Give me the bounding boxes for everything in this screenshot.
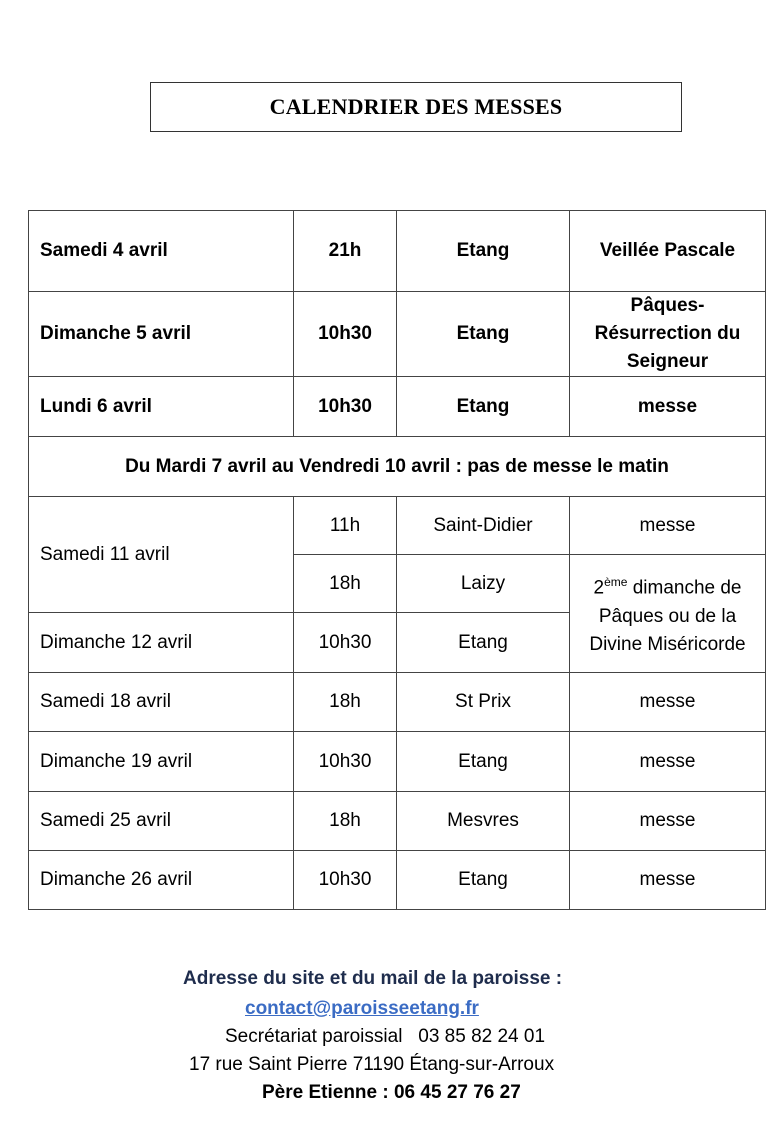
day-cell: Samedi 4 avril [29, 211, 294, 292]
day-cell: Lundi 6 avril [29, 377, 294, 437]
title-box [150, 82, 682, 132]
table-row [29, 292, 766, 377]
ordinal-suffix: ème [604, 575, 628, 590]
table-row [29, 377, 766, 437]
place-cell: Laizy [397, 555, 570, 613]
place-cell: Etang [397, 732, 570, 792]
time-cell: 10h30 [294, 292, 397, 377]
priest-phone: Père Etienne : 06 45 27 76 27 [262, 1082, 521, 1103]
desc-cell: messe [570, 673, 766, 732]
day-cell: Dimanche 5 avril [29, 292, 294, 377]
day-cell: Samedi 11 avril [29, 497, 294, 613]
day-cell: Samedi 18 avril [29, 673, 294, 732]
day-cell: Dimanche 26 avril [29, 851, 294, 910]
time-cell: 10h30 [294, 613, 397, 673]
place-cell: Etang [397, 613, 570, 673]
note-cell: Du Mardi 7 avril au Vendredi 10 avril : pas de messe le matin [29, 437, 766, 497]
time-cell: 10h30 [294, 732, 397, 792]
desc-cell: messe [570, 377, 766, 437]
desc-cell: messe [570, 851, 766, 910]
time-cell: 21h [294, 211, 397, 292]
table-row [29, 732, 766, 792]
place-cell: Etang [397, 851, 570, 910]
parish-address: 17 rue Saint Pierre 71190 Étang-sur-Arroux [189, 1054, 555, 1075]
time-cell: 18h [294, 673, 397, 732]
place-cell: Etang [397, 292, 570, 377]
email-link[interactable]: contact@paroisseetang.fr [245, 998, 479, 1019]
table-row [29, 851, 766, 910]
place-cell: Etang [397, 377, 570, 437]
desc-cell-divine-misericorde [570, 555, 766, 673]
place-cell: Etang [397, 211, 570, 292]
table-row [29, 673, 766, 732]
sunday-desc-text: dimanche de Pâques ou de la Divine Miséricorde [589, 577, 746, 655]
contact-heading: Adresse du site et du mail de la paroisse : [183, 968, 563, 989]
day-cell: Dimanche 12 avril [29, 613, 294, 673]
time-cell: 18h [294, 555, 397, 613]
page-title: CALENDRIER DES MESSES [269, 94, 563, 119]
desc-cell: messe [570, 792, 766, 851]
time-cell: 11h [294, 497, 397, 555]
day-cell: Samedi 25 avril [29, 792, 294, 851]
time-cell: 18h [294, 792, 397, 851]
ordinal-number: 2 [593, 577, 605, 599]
table-row [29, 792, 766, 851]
place-cell: Mesvres [397, 792, 570, 851]
secretariat-phone: Secrétariat paroissial 03 85 82 24 01 [225, 1026, 546, 1047]
mass-calendar-table [28, 210, 766, 910]
desc-cell: Veillée Pascale [570, 211, 766, 292]
time-cell: 10h30 [294, 851, 397, 910]
desc-cell: Pâques-Résurrection du Seigneur [570, 292, 766, 377]
note-row [29, 437, 766, 497]
table-row [29, 497, 766, 555]
desc-cell: messe [570, 497, 766, 555]
place-cell: Saint-Didier [397, 497, 570, 555]
day-cell: Dimanche 19 avril [29, 732, 294, 792]
place-cell: St Prix [397, 673, 570, 732]
time-cell: 10h30 [294, 377, 397, 437]
desc-cell: messe [570, 732, 766, 792]
table-row [29, 211, 766, 292]
